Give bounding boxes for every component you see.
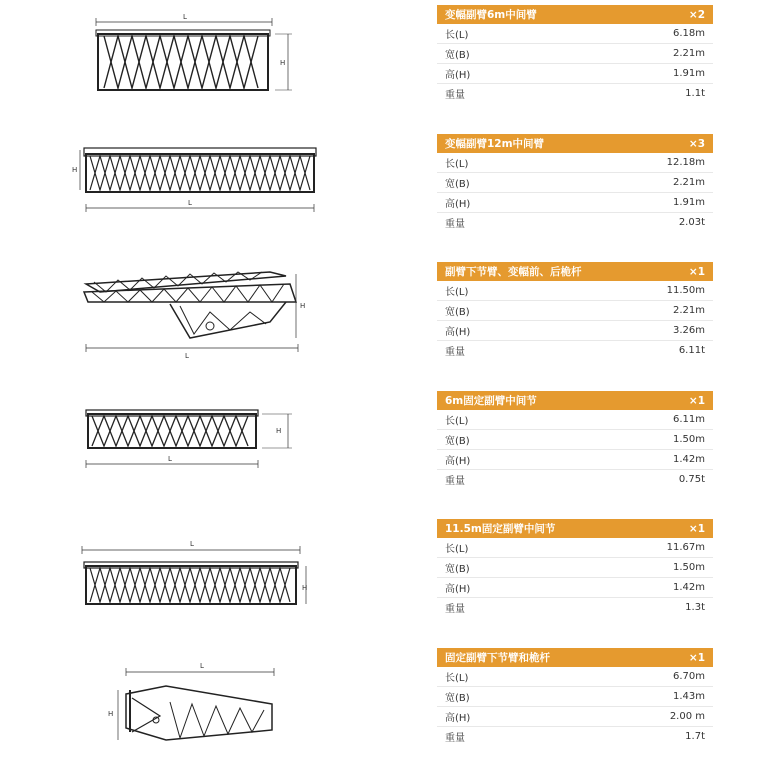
height-label: H <box>280 59 286 67</box>
spec-row-width: 宽(B) 1.43m <box>437 687 713 707</box>
spec-row-height: 高(H) 1.91m <box>437 193 713 213</box>
spec-row-weight: 重量 1.3t <box>445 602 705 615</box>
drawing-jib-base-masts <box>70 262 320 362</box>
drawing-fixed-jib-base-mast <box>70 658 320 748</box>
spec-row-length: 长(L) 12.18m <box>437 153 713 173</box>
spec-header <box>437 262 713 281</box>
drawing-fixed-jib-11-5m <box>70 536 320 616</box>
spec-quantity: ×1 <box>688 651 705 664</box>
spec-header <box>437 391 713 410</box>
spec-table-luffing-jib-6m <box>437 5 713 103</box>
spec-row-height: 高(H) 3.26m <box>437 321 713 341</box>
spec-title: 变幅副臂6m中间臂 <box>445 9 537 21</box>
spec-row-weight: 重量 1.7t <box>445 731 705 744</box>
spec-table-luffing-jib-12m <box>437 134 713 232</box>
spec-row-width: 宽(B) 2.21m <box>437 173 713 193</box>
spec-row-length: 长(L) 6.70m <box>437 667 713 687</box>
drawing-luffing-jib-12m <box>70 138 320 218</box>
spec-header <box>437 5 713 24</box>
height-label: H <box>72 166 78 174</box>
length-label: L <box>188 199 192 207</box>
spec-quantity: ×2 <box>688 8 705 21</box>
drawing-fixed-jib-6m <box>70 398 320 478</box>
spec-row-weight: 重量 2.03t <box>445 217 705 230</box>
drawing-luffing-jib-6m <box>70 8 320 98</box>
height-label: H <box>276 427 282 435</box>
spec-header <box>437 648 713 667</box>
spec-title: 11.5m固定副臂中间节 <box>445 523 556 535</box>
spec-quantity: ×3 <box>688 137 705 150</box>
spec-table-fixed-jib-11-5m <box>437 519 713 617</box>
height-label: H <box>108 710 114 718</box>
spec-quantity: ×1 <box>688 522 705 535</box>
length-label: L <box>190 540 194 548</box>
spec-row-length: 长(L) 11.67m <box>437 538 713 558</box>
spec-row-height: 高(H) 1.42m <box>437 578 713 598</box>
spec-row-height: 高(H) 1.42m <box>437 450 713 470</box>
spec-table-fixed-jib-6m <box>437 391 713 489</box>
spec-title: 6m固定副臂中间节 <box>445 395 537 407</box>
spec-row-height: 高(H) 1.91m <box>437 64 713 84</box>
spec-row-weight: 重量 1.1t <box>445 88 705 101</box>
spec-row-length: 长(L) 6.11m <box>437 410 713 430</box>
length-label: L <box>200 662 204 670</box>
spec-quantity: ×1 <box>688 265 705 278</box>
spec-title: 固定副臂下节臂和桅杆 <box>445 652 550 664</box>
spec-row-length: 长(L) 6.18m <box>437 24 713 44</box>
length-label: L <box>185 352 189 360</box>
height-label: H <box>302 584 308 592</box>
spec-title: 副臂下节臂、变幅前、后桅杆 <box>445 266 582 278</box>
height-label: H <box>300 302 306 310</box>
spec-row-width: 宽(B) 1.50m <box>437 430 713 450</box>
spec-table-fixed-jib-base-mast <box>437 648 713 746</box>
length-label: L <box>168 455 172 463</box>
spec-row-weight: 重量 0.75t <box>445 474 705 487</box>
spec-row-weight: 重量 6.11t <box>445 345 705 358</box>
spec-row-height: 高(H) 2.00 m <box>437 707 713 727</box>
spec-header <box>437 134 713 153</box>
spec-row-width: 宽(B) 2.21m <box>437 44 713 64</box>
spec-table-jib-base-masts <box>437 262 713 360</box>
spec-quantity: ×1 <box>688 394 705 407</box>
spec-header <box>437 519 713 538</box>
spec-row-width: 宽(B) 2.21m <box>437 301 713 321</box>
spec-title: 变幅副臂12m中间臂 <box>445 138 545 150</box>
length-label: L <box>183 13 187 21</box>
spec-row-width: 宽(B) 1.50m <box>437 558 713 578</box>
spec-row-length: 长(L) 11.50m <box>437 281 713 301</box>
